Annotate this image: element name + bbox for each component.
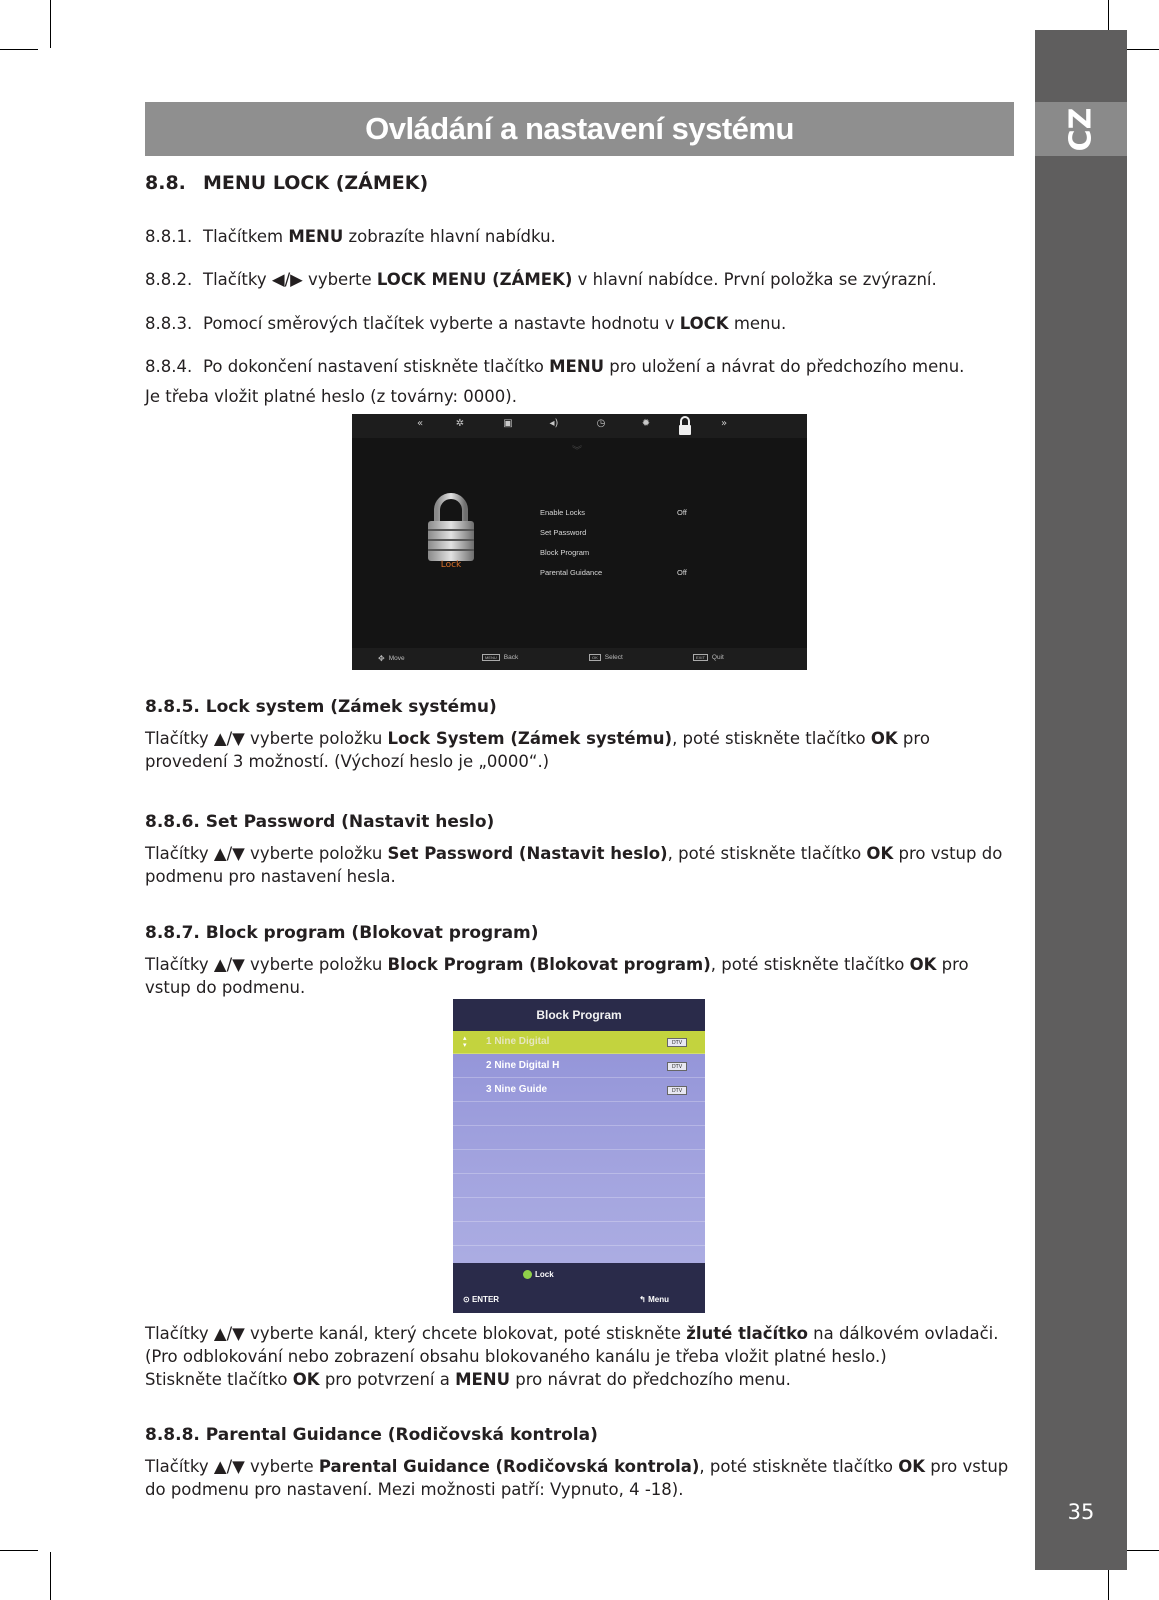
- text: Tlačítky ▲/▼ vyberte položku: [145, 955, 388, 974]
- step-4: [145, 355, 964, 378]
- channel-name: 1 Nine Digital: [486, 1036, 550, 1047]
- channel-row[interactable]: [453, 1055, 705, 1078]
- text: pro návrat do předchozího menu.: [510, 1370, 791, 1389]
- hint-move-label: Move: [388, 655, 405, 662]
- text: na dálkovém ovladači.: [807, 1324, 999, 1343]
- lock-tab-icon: [676, 415, 694, 437]
- step-1: [145, 225, 556, 248]
- step-3: [145, 312, 786, 335]
- section-title: MENU LOCK (ZÁMEK): [203, 172, 429, 194]
- block-program-footer: [453, 1263, 705, 1313]
- channel-row[interactable]: [453, 1079, 705, 1102]
- step-number: 8.8.4.: [145, 357, 193, 376]
- subsection-heading-885: 8.8.5. Lock system (Zámek systému): [145, 697, 497, 717]
- hint-select-label: Select: [604, 654, 623, 661]
- text: , poté stiskněte tlačítko: [667, 844, 867, 863]
- crop-mark: [50, 1552, 51, 1600]
- page-number: 35: [1067, 1500, 1095, 1524]
- menu-value-parental-guidance: Off: [677, 568, 687, 577]
- padlock-icon: [424, 492, 478, 564]
- bold-text: OK: [866, 844, 894, 863]
- section-number: 8.8.: [145, 172, 186, 194]
- menu-key-icon: MENU: [482, 654, 500, 661]
- step-number: 8.8.1.: [145, 227, 193, 246]
- bold-text: Lock System (Zámek systému): [387, 729, 673, 748]
- bold-text: Block Program (Blokovat program): [387, 955, 711, 974]
- menu-value-enable-locks: Off: [677, 508, 687, 517]
- green-dot-icon: [523, 1270, 532, 1279]
- empty-row: [453, 1199, 705, 1222]
- section-heading: [145, 172, 428, 194]
- bold-text: OK: [292, 1370, 320, 1389]
- bold-text: žluté tlačítko: [686, 1324, 808, 1343]
- tv-hint-bar: [352, 648, 807, 670]
- double-left-icon: «: [416, 418, 424, 429]
- channel-row[interactable]: [453, 1031, 705, 1054]
- paragraph-886: [145, 842, 1015, 888]
- subsection-heading-886: 8.8.6. Set Password (Nastavit heslo): [145, 812, 495, 832]
- menu-item-parental-guidance[interactable]: Parental Guidance: [540, 568, 603, 577]
- text: Tlačítky ▲/▼ vyberte kanál, který chcete blokovat, poté stiskněte: [145, 1324, 687, 1343]
- hint-back-label: Back: [503, 654, 519, 661]
- step-text: v hlavní nabídce. První položka se zvýrazní.: [572, 270, 937, 289]
- channel-type-badge: DTV: [667, 1038, 687, 1047]
- menu-item-block-program[interactable]: Block Program: [540, 548, 590, 557]
- empty-row: [453, 1127, 705, 1150]
- paragraph-885: [145, 727, 1015, 773]
- step-text: Pomocí směrových tlačítek vyberte a nastavte hodnotu v: [203, 314, 680, 333]
- move-arrows-icon: ✥: [378, 654, 385, 663]
- crop-mark: [0, 1550, 38, 1551]
- step-number: 8.8.3.: [145, 314, 193, 333]
- text: pro provedení 3 možností. (Výchozí heslo je „0000“.): [145, 729, 930, 771]
- sound-icon: ◂): [549, 418, 559, 429]
- double-right-icon: »: [720, 418, 728, 429]
- step-number: 8.8.2.: [145, 270, 193, 289]
- text: Stiskněte tlačítko: [145, 1370, 293, 1389]
- subsection-heading-888: 8.8.8. Parental Guidance (Rodičovská kontrola): [145, 1425, 598, 1445]
- empty-row: [453, 1151, 705, 1174]
- chevron-down-icon: ︾: [572, 446, 582, 457]
- text: pro vstup do podmenu pro nastavení. Mezi možnosti patří: Vypnuto, 4 -18).: [145, 1457, 1009, 1499]
- empty-row: [453, 1175, 705, 1198]
- page-title: Ovládání a nastavení systému: [145, 102, 1014, 156]
- text: , poté stiskněte tlačítko: [672, 729, 871, 748]
- text: , poté stiskněte tlačítko: [699, 1457, 899, 1476]
- empty-row: [453, 1223, 705, 1246]
- text: pro vstup do podmenu.: [145, 955, 969, 997]
- lock-button-label: Lock: [535, 1270, 554, 1279]
- text: , poté stiskněte tlačítko: [710, 955, 910, 974]
- text: Tlačítky ▲/▼ vyberte položku: [145, 844, 388, 863]
- channel-name: 3 Nine Guide: [486, 1084, 548, 1095]
- exit-key-icon: EXIT: [693, 654, 708, 661]
- empty-row: [453, 1103, 705, 1126]
- paragraph-887: [145, 953, 1015, 999]
- crop-mark: [0, 49, 38, 50]
- updown-arrow-icon: ▴ ▾: [463, 1034, 467, 1049]
- text: Tlačítky ▲/▼ vyberte položku: [145, 729, 388, 748]
- paragraph-block-line-2: (Pro odblokování nebo zobrazení obsahu blokovaného kanálu je třeba vložit platné heslo.): [145, 1347, 887, 1366]
- lock-button[interactable]: [523, 1270, 554, 1279]
- menu-item-set-password[interactable]: Set Password: [540, 528, 587, 537]
- enter-hint: [463, 1295, 499, 1304]
- step-2: [145, 268, 937, 291]
- step-bold: MENU: [549, 357, 605, 376]
- step-text: Po dokončení nastavení stiskněte tlačítko: [203, 357, 550, 376]
- text: pro potvrzení a: [319, 1370, 456, 1389]
- clock-icon: ◷: [596, 418, 606, 429]
- channel-name: 2 Nine Digital H: [486, 1060, 560, 1071]
- bold-text: MENU: [455, 1370, 511, 1389]
- channel-type-badge: DTV: [667, 1062, 687, 1071]
- hint-quit: [693, 654, 724, 661]
- block-program-screenshot: [453, 999, 705, 1313]
- bold-text: Set Password (Nastavit heslo): [387, 844, 668, 863]
- crop-mark: [50, 0, 51, 48]
- language-code: CZ: [1063, 107, 1099, 151]
- step-text: zobrazíte hlavní nabídku.: [343, 227, 556, 246]
- paragraph-block-line-1: [145, 1322, 999, 1345]
- return-icon: ↰: [639, 1295, 646, 1304]
- enter-icon: ⊙: [463, 1295, 470, 1304]
- screen-icon: ▣: [503, 418, 513, 429]
- language-tab: [1035, 102, 1127, 156]
- step-bold: LOCK: [679, 314, 729, 333]
- hint-move: [378, 654, 405, 663]
- paragraph-888: [145, 1455, 1015, 1501]
- bold-text: OK: [909, 955, 937, 974]
- channel-type-badge: DTV: [667, 1086, 687, 1095]
- text: pro vstup do podmenu pro nastavení hesla.: [145, 844, 1003, 886]
- text: Tlačítky ▲/▼ vyberte: [145, 1457, 319, 1476]
- gear-icon: ✹: [641, 418, 651, 429]
- tv-lock-menu-screenshot: [352, 414, 807, 670]
- block-program-title: Block Program: [453, 999, 705, 1031]
- step-bold: LOCK MENU (ZÁMEK): [376, 270, 573, 289]
- lock-label: Lock: [440, 560, 462, 570]
- step-text: Tlačítkem: [203, 227, 289, 246]
- menu-hint: [639, 1295, 669, 1304]
- subsection-heading-887: 8.8.7. Block program (Blokovat program): [145, 923, 539, 943]
- menu-item-enable-locks[interactable]: Enable Locks: [540, 508, 586, 517]
- hint-quit-label: Quit: [711, 654, 724, 661]
- picture-icon: ✲: [455, 418, 465, 429]
- password-note: Je třeba vložit platné heslo (z továrny: 0000).: [145, 387, 517, 406]
- enter-label: ENTER: [471, 1295, 500, 1304]
- step-text: Tlačítky ◀/▶ vyberte: [203, 270, 377, 289]
- hint-back: [482, 654, 518, 661]
- step-bold: MENU: [288, 227, 344, 246]
- side-tab: [1035, 30, 1127, 1570]
- ok-key-icon: OK: [589, 654, 601, 661]
- hint-select: [589, 654, 623, 661]
- bold-text: Parental Guidance (Rodičovská kontrola): [318, 1457, 700, 1476]
- step-text: pro uložení a návrat do předchozího menu.: [604, 357, 965, 376]
- bold-text: OK: [898, 1457, 926, 1476]
- step-text: menu.: [728, 314, 787, 333]
- paragraph-block-line-3: [145, 1368, 791, 1391]
- menu-label: Menu: [648, 1295, 669, 1304]
- bold-text: OK: [870, 729, 898, 748]
